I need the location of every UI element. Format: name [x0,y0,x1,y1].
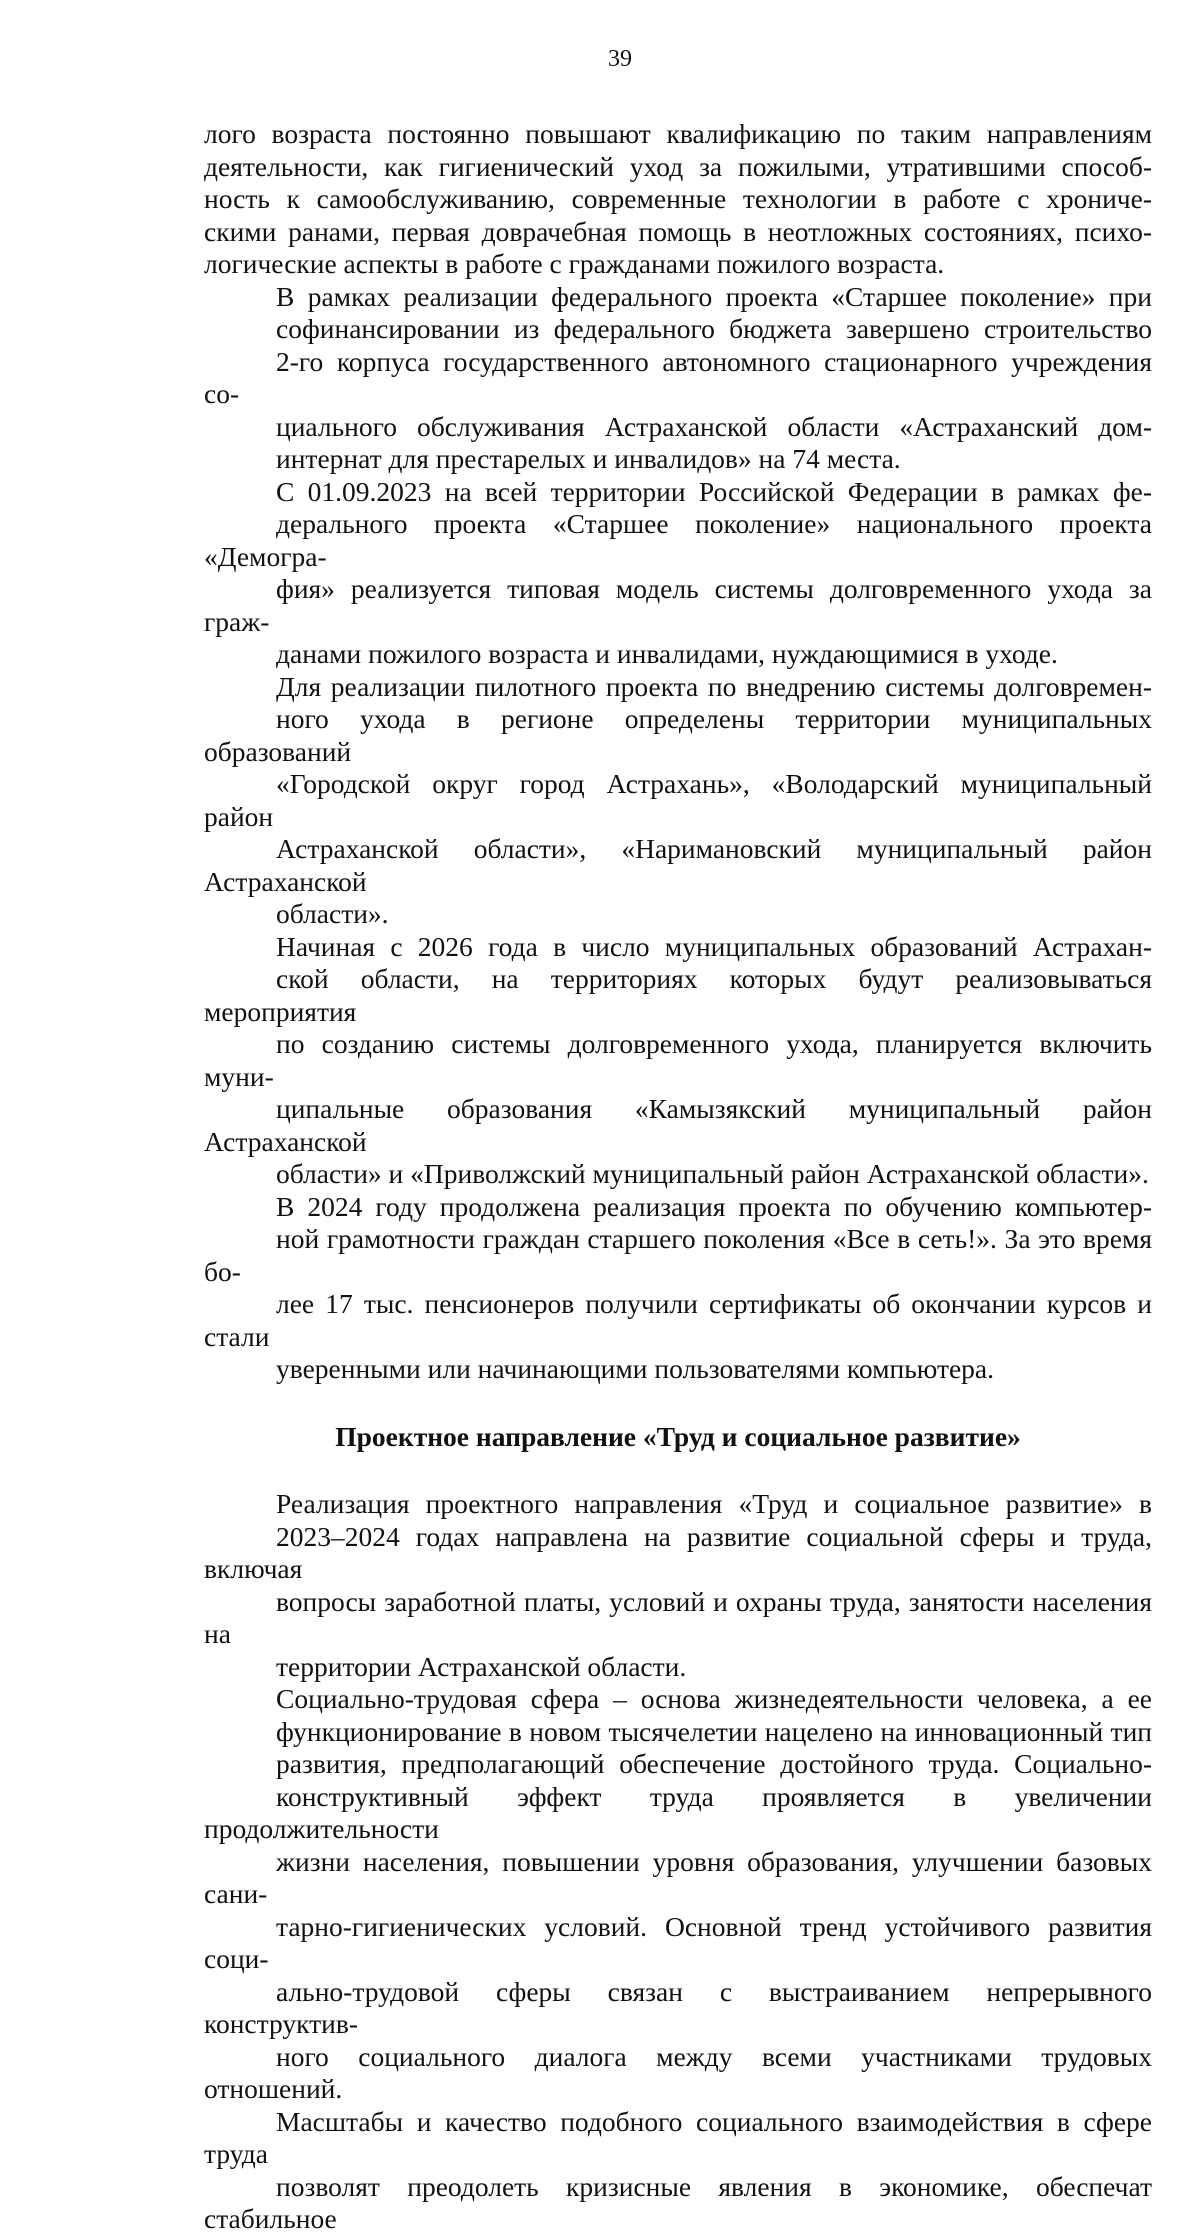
document-body [204,118,1152,2236]
text-line: области» и «Приволжский муниципальный район Астраханской области». [276,1158,1149,1189]
text-line: Социально-трудовая сфера – основа жизнедеятельности человека, а ее [276,1683,1152,1714]
text-line: конструктивный эффект труда проявляется в увеличении продолжительности [204,1780,1152,1844]
text-line: 2023–2024 годах направлена на развитие социальной сферы и труда, включая [204,1520,1152,1584]
text-line: лее 17 тыс. пенсионеров получили сертификаты об окончании курсов и стали [204,1288,1152,1352]
body-paragraph [204,1191,1152,1386]
body-paragraph [204,476,1152,671]
paragraphs-before-section [204,118,1152,1386]
text-line: области». [276,898,389,929]
text-line: тарно-гигиенических условий. Основной тренд устойчивого развития соци- [204,1910,1152,1974]
text-line: ного ухода в регионе определены территории муниципальных образований [204,703,1152,767]
page-number: 39 [608,46,632,72]
text-line: лого возраста постоянно повышают квалификацию по таким направлениям [204,118,1152,149]
body-paragraph [204,118,1152,281]
text-line: фия» реализуется типовая модель системы долговременного ухода за граж- [204,573,1152,637]
text-line: функционирование в новом тысячелетии нацелено на инновационный тип [276,1715,1152,1747]
text-line: данами пожилого возраста и инвалидами, нуждающимися в уходе. [276,638,1058,669]
text-line: дерального проекта «Старшее поколение» национального проекта «Демогра- [204,508,1152,572]
text-line: ципальные образования «Камызякский муниципальный район Астраханской [204,1093,1152,1157]
text-line: Реализация проектного направления «Труд и социальное развитие» в [276,1488,1152,1519]
paragraphs-after-section [204,1488,1152,2236]
text-line: 2-го корпуса государственного автономного стационарного учреждения со- [204,345,1152,409]
text-line: вопросы заработной платы, условий и охраны труда, занятости населения на [204,1585,1152,1649]
text-line: ность к самообслуживанию, современные технологии в работе с хрониче- [204,183,1152,214]
body-paragraph [204,281,1152,476]
text-line: циального обслуживания Астраханской области «Астраханский дом- [276,410,1152,442]
text-line: жизни населения, повышении уровня образования, улучшении базовых сани- [204,1845,1152,1909]
text-line: ально-трудовой сферы связан с выстраиванием непрерывного конструктив- [204,1975,1152,2039]
text-line: уверенными или начинающими пользователями компьютера. [276,1353,995,1384]
text-line: Астраханской области», «Наримановский муниципальный район Астраханской [204,833,1152,897]
text-line: Масштабы и качество подобного социального взаимодействия в сфере труда [204,2105,1152,2169]
body-paragraph [204,1683,1152,2236]
text-line: интернат для престарелых и инвалидов» на 74 места. [276,443,901,474]
text-line: деятельности, как гигиенический уход за пожилыми, утратившими способ- [204,150,1152,182]
text-line: ного социального диалога между всеми участниками трудовых отношений. [204,2040,1152,2104]
text-line: В 2024 году продолжена реализация проекта по обучению компьютер- [276,1190,1152,1222]
text-line: Начиная с 2026 года в число муниципальных образований Астрахан- [276,930,1152,962]
body-paragraph [204,931,1152,1191]
text-line: «Городской округ город Астрахань», «Володарский муниципальный район [204,768,1152,832]
text-line: ной грамотности граждан старшего поколения «Все в сеть!». За это время бо- [204,1223,1152,1287]
text-line: территории Астраханской области. [276,1650,687,1682]
text-line: В рамках реализации федерального проекта «Старшее поколение» при [276,280,1152,312]
text-line: ской области, на территориях которых будут реализовываться мероприятия [204,963,1152,1027]
body-paragraph [204,1488,1152,1683]
text-line: Для реализации пилотного проекта по внедрению системы долговремен- [276,670,1152,702]
text-line: софинансировании из федерального бюджета завершено строительство [276,313,1152,344]
text-line: С 01.09.2023 на всей территории Российской Федерации в рамках фе- [276,475,1152,507]
text-line: по созданию системы долговременного ухода, планируется включить муни- [204,1028,1152,1092]
text-line: логические аспекты в работе с гражданами пожилого возраста. [204,248,945,279]
section-heading: Проектное направление «Труд и социальное развитие» [335,1420,1021,1452]
body-paragraph [204,671,1152,931]
text-line: развития, предполагающий обеспечение достойного труда. Социально- [276,1748,1152,1779]
text-line: позволят преодолеть кризисные явления в экономике, обеспечат стабильное [204,2170,1152,2234]
text-line: скими ранами, первая доврачебная помощь в неотложных состояниях, психо- [204,215,1152,247]
